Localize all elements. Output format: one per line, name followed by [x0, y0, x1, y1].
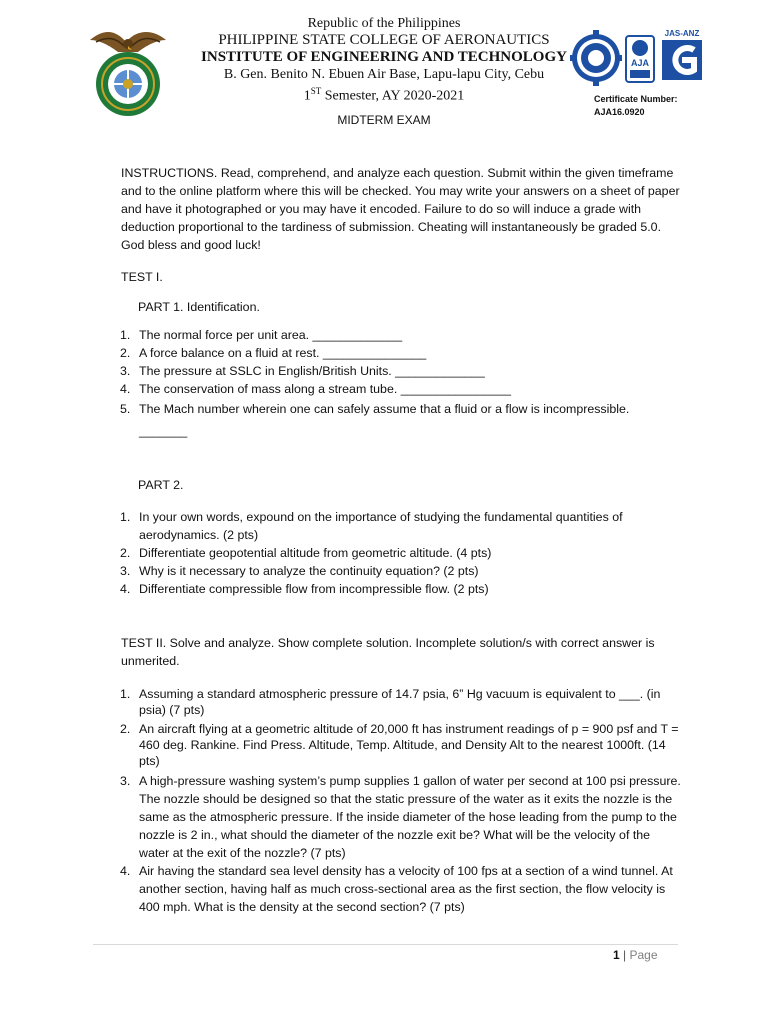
semester-suffix: ST [310, 86, 322, 96]
part1-list [121, 326, 681, 442]
test1-heading: TEST I. [121, 270, 163, 284]
institute-name: INSTITUTE OF ENGINEERING AND TECHNOLOGY [201, 49, 567, 65]
part2-list [121, 508, 681, 598]
page-number: 1 [613, 948, 620, 962]
test2-list [121, 686, 681, 916]
republic-line: Republic of the Philippines [307, 16, 461, 31]
instructions-paragraph: INSTRUCTIONS. Read, comprehend, and analyze each question. Submit within the given timeframe and to the online platform where this will be checked. You may write your answers on a sheet of paper and have it photographed or you may have it encoded. Failure to do so will induce a grade with deduction proportional to the tardiness of submission. Cheating will instantaneously be graded 5.0. God bless and good luck! [121, 166, 680, 252]
page-separator: | [623, 948, 627, 962]
semester-number: 1 [303, 88, 311, 104]
certificate-label: Certificate Number: [594, 94, 678, 104]
list-item: 3. A high-pressure washing system’s pump supplies 1 gallon of water per second at 100 psi pressure. The nozzle should be designed so that the static pressure of the water as it exits the nozzle is the same as the atmospheric pressure. If the inside diameter of the hose leading from the pump to the nozzle is 2 in., what should the diameter of the nozzle exit be? What will be the velocity of the water at the exit of the nozzle? (7 pts) [120, 774, 681, 860]
page-label: Page [629, 948, 658, 962]
address-line: B. Gen. Benito N. Ebuen Air Base, Lapu-lapu City, Cebu [223, 67, 545, 82]
list-item: 1. In your own words, expound on the importance of studying the fundamental quantities of aerodynamics. (2 pts) [120, 510, 623, 542]
page-footer [613, 948, 658, 962]
certification-badges-icon [570, 28, 710, 88]
list-item: 3. The pressure at SSLC in English/British Units. _____________ [120, 364, 485, 378]
list-item: 4. Differentiate compressible flow from incompressible flow. (2 pts) [120, 582, 489, 596]
list-item: 2. Differentiate geopotential altitude from geometric altitude. (4 pts) [120, 546, 492, 560]
list-item: 2. A force balance on a fluid at rest. _______________ [120, 346, 427, 360]
college-name: PHILIPPINE STATE COLLEGE OF AERONAUTICS [218, 32, 550, 48]
exam-content [121, 164, 681, 916]
certificate-value: AJA16.0920 [594, 107, 645, 115]
list-item: 4. The conservation of mass along a stream tube. ________________ [120, 382, 511, 396]
part1-heading: PART 1. Identification. [138, 300, 260, 314]
aja-badge-text: AJA [630, 58, 650, 68]
list-item: 2. An aircraft flying at a geometric altitude of 20,000 ft has instrument readings of p = 900 psf and T = 460 deg. Rankine. Find Press. Altitude, Temp. Altitude, and Density Alt to the nearest 1000ft. (14 pts) [120, 722, 679, 768]
certificate-number [594, 93, 678, 115]
list-item: 4. Air having the standard sea level density has a velocity of 100 fps at a section of a wind tunnel. At another section, having half as much cross-sectional area as the first section, the flow velocity is 400 mph. What is the density at the second section? (7 pts) [120, 864, 673, 914]
exam-title: MIDTERM EXAM [337, 113, 431, 127]
test2-heading: TEST II. Solve and analyze. Show complete solution. Incomplete solution/s with correct answer is unmerited. [121, 636, 655, 668]
semester-text: Semester, AY 2020-2021 [321, 88, 465, 104]
list-item: 1. Assuming a standard atmospheric pressure of 14.7 psia, 6” Hg vacuum is equivalent to ___. (in psia) (7 pts) [120, 687, 661, 717]
part2-heading: PART 2. [138, 478, 184, 492]
footer-divider [93, 944, 678, 945]
certification-logos [570, 28, 710, 88]
jas-anz-badge-text: JAS-ANZ [664, 29, 700, 38]
list-item: 1. The normal force per unit area. _____________ [120, 328, 403, 342]
list-item: 5. The Mach number wherein one can safely assume that a fluid or a flow is incompressible. _______ [120, 402, 630, 438]
list-item: 3. Why is it necessary to analyze the continuity equation? (2 pts) [120, 564, 479, 578]
